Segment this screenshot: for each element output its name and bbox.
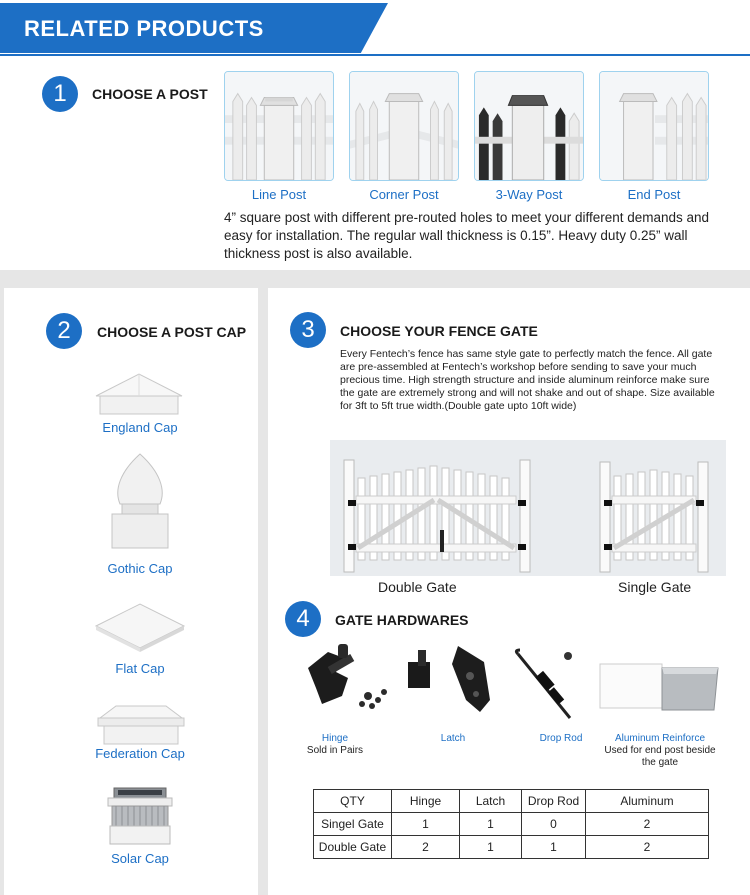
table-cell: 2 <box>586 813 709 836</box>
single-gate-illustration[interactable] <box>600 462 708 572</box>
hinge-note: Sold in Pairs <box>306 745 364 756</box>
latch-label: Latch <box>440 733 466 744</box>
table-header-row <box>314 790 709 813</box>
table-cell: 2 <box>586 836 709 859</box>
solar-cap-label: Solar Cap <box>111 851 169 866</box>
gothic-cap-label: Gothic Cap <box>107 561 173 576</box>
table-cell: 1 <box>460 836 522 859</box>
latch-image[interactable] <box>404 640 504 720</box>
drop-rod-image[interactable] <box>512 648 584 728</box>
double-gate-label: Double Gate <box>378 579 457 595</box>
federation-cap-image[interactable] <box>96 702 186 748</box>
related-products-header <box>0 0 750 56</box>
corner-post-image[interactable] <box>349 71 459 181</box>
table-cell: 1 <box>522 836 586 859</box>
flat-cap-image[interactable] <box>94 602 186 654</box>
table-header-cell: Drop Rod <box>522 790 586 813</box>
table-header-cell: QTY <box>314 790 392 813</box>
aluminum-reinforce-image[interactable] <box>598 660 722 718</box>
section-post <box>0 56 750 270</box>
table-header-cell: Aluminum <box>586 790 709 813</box>
single-gate-label: Single Gate <box>618 579 692 595</box>
line-post-label: Line Post <box>251 187 307 202</box>
drop-rod-label: Drop Rod <box>539 733 583 744</box>
three-way-post-image[interactable] <box>474 71 584 181</box>
federation-cap-label: Federation Cap <box>95 746 185 761</box>
step-number: 4 <box>285 601 321 637</box>
solar-cap-image[interactable] <box>102 784 178 848</box>
step-number: 1 <box>42 76 78 112</box>
line-post-illustration <box>225 72 333 180</box>
header-title: RELATED PRODUCTS <box>24 16 264 41</box>
england-cap-image[interactable] <box>94 370 184 420</box>
section-title: CHOOSE A POST CAP <box>97 324 247 340</box>
end-post-illustration <box>600 72 708 180</box>
flat-cap-label: Flat Cap <box>115 661 165 676</box>
section-title: CHOOSE A POST <box>92 86 208 102</box>
hinge-label: Hinge <box>321 733 349 744</box>
table-cell: Double Gate <box>314 836 392 859</box>
line-post-image[interactable] <box>224 71 334 181</box>
table-header-cell: Latch <box>460 790 522 813</box>
section-title: CHOOSE YOUR FENCE GATE <box>340 323 538 339</box>
england-cap-label: England Cap <box>102 420 178 435</box>
table-cell: 1 <box>392 813 460 836</box>
section-title: GATE HARDWARES <box>335 612 469 628</box>
gate-photo-panel <box>330 440 726 576</box>
table-row <box>314 813 709 836</box>
section-post-cap <box>4 288 258 895</box>
corner-post-label: Corner Post <box>369 187 439 202</box>
section-gate <box>268 288 750 895</box>
end-post-image[interactable] <box>599 71 709 181</box>
three-way-post-label: 3-Way Post <box>495 187 563 202</box>
table-cell: 2 <box>392 836 460 859</box>
aluminum-reinforce-note: Used for end post beside the gate <box>604 745 716 768</box>
table-cell: 1 <box>460 813 522 836</box>
table-cell: 0 <box>522 813 586 836</box>
corner-post-illustration <box>350 72 458 180</box>
hinge-image[interactable] <box>298 638 394 718</box>
aluminum-reinforce-label: Aluminum Reinforce <box>614 733 706 744</box>
post-description: 4” square post with different pre-routed holes to meet your different demands and easy for installation. The regular wall thickness is 0.15”. Heavy duty 0.25” wall thickness post is also available. <box>224 210 710 261</box>
hardware-quantity-table <box>313 789 709 859</box>
step-number: 2 <box>46 313 82 349</box>
step-number: 3 <box>290 312 326 348</box>
gothic-cap-image[interactable] <box>104 450 176 552</box>
gate-description: Every Fentech’s fence has same style gate to perfectly match the fence. All gate are pre-assembled at Fentech’s workshop before sending to save your much precious time. High strength structure and inside aluminum reinforce make sure the gate are extremely strong and will not shake and out of shape. Size available for 3ft to 5ft true width.(Double gate upto 10ft wide) <box>340 348 715 412</box>
table-header-cell: Hinge <box>392 790 460 813</box>
table-cell: Singel Gate <box>314 813 392 836</box>
table-row <box>314 836 709 859</box>
end-post-label: End Post <box>627 187 681 202</box>
three-way-post-illustration <box>475 72 583 180</box>
